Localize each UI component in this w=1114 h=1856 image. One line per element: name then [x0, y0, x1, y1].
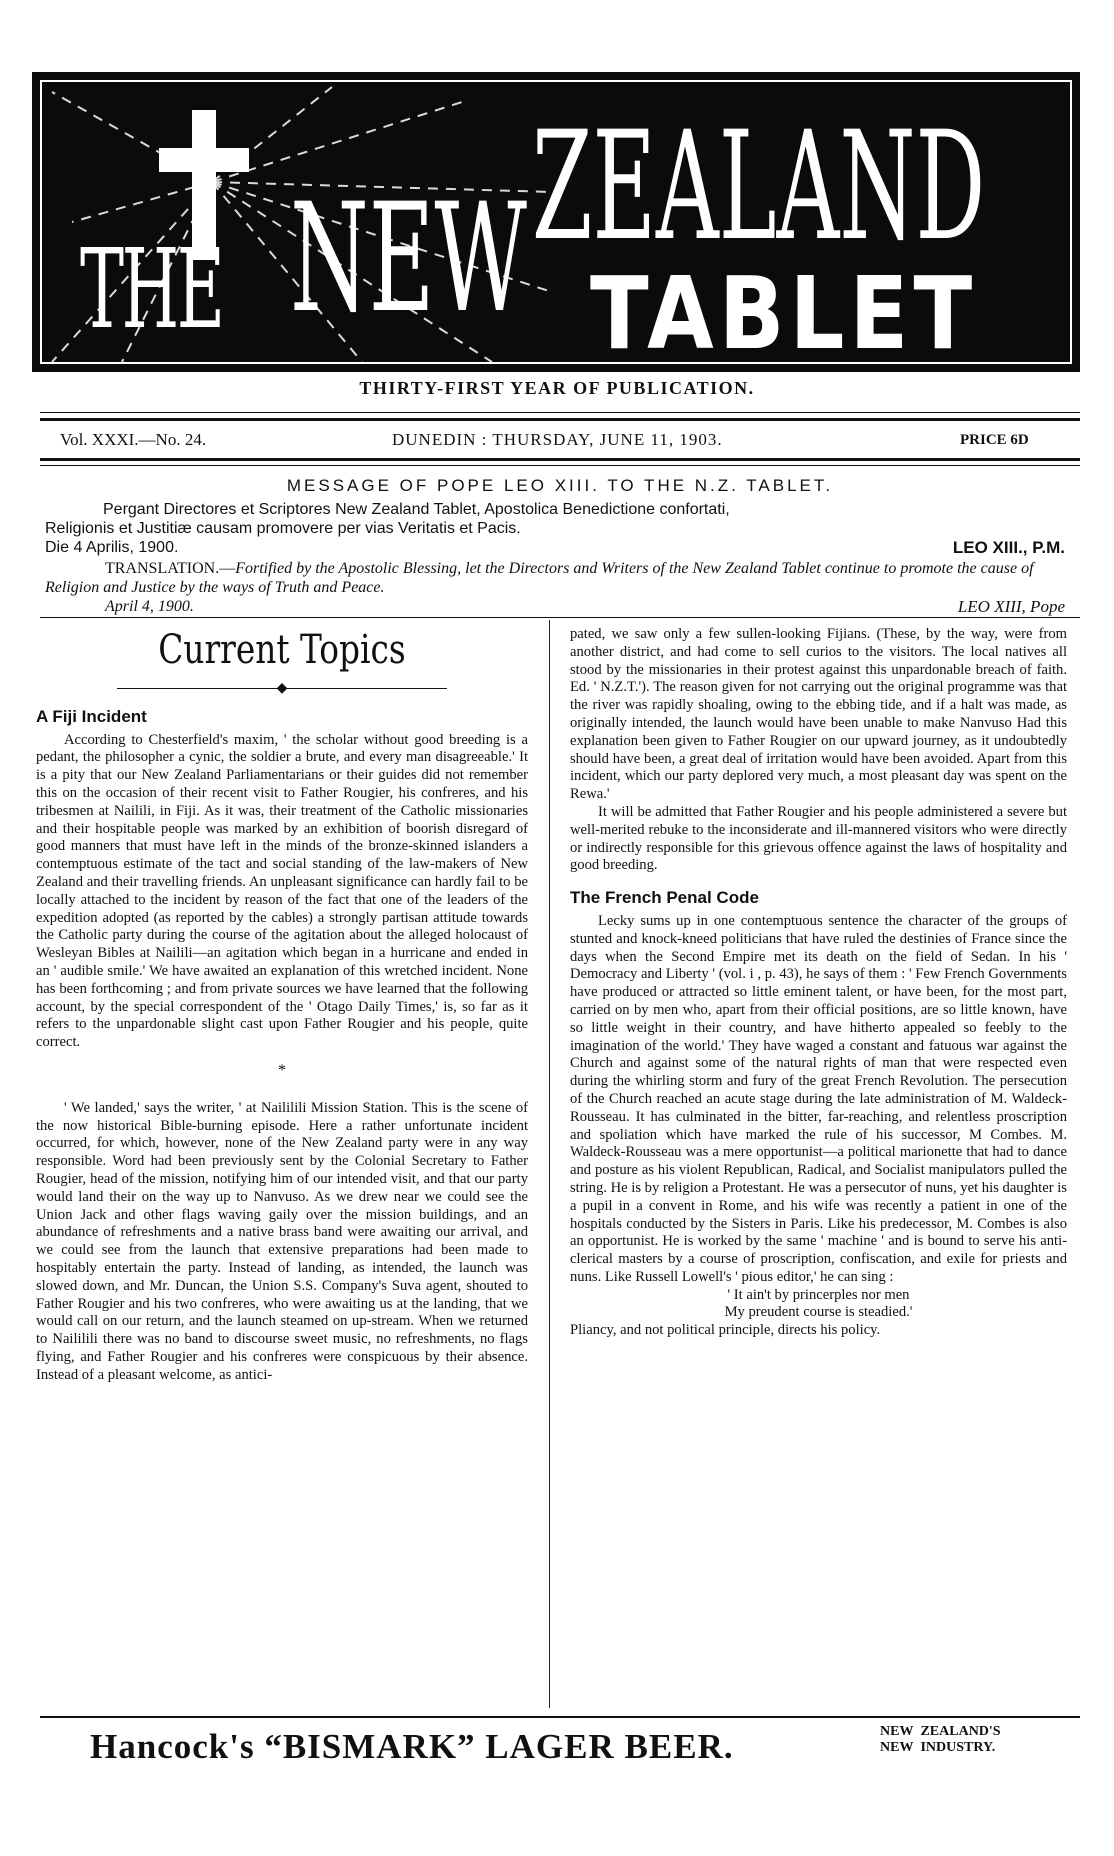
article-paragraph: According to Chesterfield's maxim, ' the scholar without good breeding is a pedant, the philosopher a cynic, the soldier a brute, and every man disagreeable.' It is a pity that our New Zealand Parliamentarians or their guides did not remember this on the occasion of their recent visit to Father Rougier, his confreres, and his tribesmen at Nailili, in Fiji. As it was, their treatment of the Catholic missionaries and their hospitable people was marked by an exhibition of boorish disregard of good manners that must have left in the minds of the bronze-skinned islanders a contemptuous estimate of the tact and social standing of the law-makers of New Zealand and their travelling friends. An unpleasant significance can hardly fail to be locally attached to the incident by reason of the fact that one of the leaders of the expedition adopted (as reported by the cables) a strongly partisan attitude towards the Catholic party during the course of the agitation about the alleged holocaust of Wesleyan Bibles at Nailili—an agitation which began in a hurricane and ended in an ' audible smile.' We have awaited an explanation of this wretched incident. None has been forthcoming ; and from private sources we have learned that the following account, by the special correspondent of the ' Otago Daily Times,' is, so far as it refers to the unpardonable slight cast upon Father Rougier and his people, quite correct. [36, 731, 528, 1051]
advertisement: Hancock's “BISMARK” LAGER BEER. [90, 1727, 734, 1766]
tagline-word: INDUSTRY. [920, 1740, 996, 1755]
divider [40, 617, 1080, 618]
dateline: DUNEDIN : THURSDAY, JUNE 11, 1903. [392, 430, 723, 449]
section-separator: * [278, 1061, 286, 1079]
volume-number: Vol. XXXI.—No. 24. [60, 430, 207, 449]
tagline-word: ZEALAND'S [920, 1724, 1001, 1739]
right-column [570, 626, 1067, 1340]
advertisement-tagline [880, 1724, 1001, 1756]
verse-line: My preudent course is steadied.' [724, 1304, 913, 1321]
article-paragraph: Pliancy, and not political principle, directs his policy. [570, 1322, 881, 1339]
latin-line-1: Pergant Directores et Scriptores New Zealand Tablet, Apostolica Benedictione confortati, [103, 501, 730, 518]
divider [40, 412, 1080, 413]
latin-signature: LEO XIII., P.M. [952, 538, 1065, 557]
article-subhead: A Fiji Incident [36, 706, 147, 726]
publication-year-line: THIRTY-FIRST YEAR OF PUBLICATION. [359, 378, 755, 398]
translation-text: Fortified by the Apostolic Blessing, let the Directors and Writers of the New Zealand Tablet continue to promote the cause of Religion and Justice by the ways of Truth and Peace. [45, 560, 1034, 596]
message-title: MESSAGE OF POPE LEO XIII. TO THE N.Z. TABLET. [286, 476, 834, 495]
price: PRICE 6D [960, 432, 1029, 448]
masthead-word-the: THE [80, 225, 223, 353]
translation-date: April 4, 1900. [105, 598, 194, 615]
tagline-word: NEW [880, 1740, 914, 1755]
divider [40, 458, 1080, 461]
article-paragraph: Lecky sums up in one contemptuous sentence the character of the groups of stunted and knock-kneed politicians that have ruled the destinies of France since the days when the Second Empire met its death on the field of Sedan. In his ' Democracy and Liberty ' (vol. i , p. 43), he says of them : ' Few French Governments have produced or attracted so little eminent talent, or have been, for the most part, carried on by men who, apart from their official positions, are so little known, have so little weight in their country, and have hitherto appealed so feebly to the imagination of the world.' They have waged a constant and fatuous war against the Church and against some of the natural rights of man that were respected even during the whirling storm and fury of the great French Revolution. The persecution of the Church reached an acute stage during the late administration of M. Waldeck-Rousseau. It has culminated in the bitter, far-reaching, and relentless proscription and spoliation which have marked the rule of his successor, M Combes. M. Waldeck-Rousseau was a mere opportunist—a political marionette that had to dance and posture as his violent Republican, Radical, and Socialist manipulators pulled the string. He is by religion a Protestant. He was a persecutor of nuns, yet his daughter is a pupil in a convent in Rome, and his wife was recently a patient in one of the hospitals conducted by the Sisters in Paris. Like his predecessor, M. Combes is also an opportunist. He is worked by the same ' machine ' and is bound to serve his anti-clerical masters by a course of proscription, confiscation, and exile for priests and nuns. Like Russell Lowell's ' pious editor,' he can sing : [570, 912, 1067, 1285]
masthead-word-new: NEW [290, 172, 527, 346]
divider [40, 465, 1080, 466]
masthead-word-zealand: ZEALAND [532, 100, 986, 274]
latin-line-2: Religionis et Justitiæ causam promovere per vias Veritatis et Pacis. [45, 520, 521, 537]
message-latin [45, 500, 1075, 557]
article-subhead: The French Penal Code [570, 888, 759, 908]
divider [40, 418, 1080, 421]
pope-message [45, 476, 1075, 616]
section-heading: Current Topics [158, 627, 406, 673]
verse-line: ' It ain't by princerples nor men [727, 1286, 910, 1303]
tagline-word: NEW [880, 1724, 914, 1739]
ornament-rule: ◆ [36, 680, 528, 698]
left-column [36, 626, 528, 1384]
article-paragraph: pated, we saw only a few sullen-looking Fijians. (These, by the way, were from another district, and had come to sell curios to the visitors. The local natives all stood by the missionaries in their protest against this unpardonable breach of faith. Ed. ' N.Z.T.'). The reason given for not carrying out the original programme was that the river was rapidly shoaling, owing to the ebbing tide, and if a halt was made, as originally intended, the launch would have been unable to make Nanvuso Had this explanation been given to Father Rougier on our upward journey, as it undoubtedly should have been, a great deal of irritation would have been avoided. Apart from this incident, which our party deplored very much, a most pleasant day was spent on the Rewa.' [570, 626, 1067, 803]
translation-label: TRANSLATION.— [105, 560, 236, 577]
message-translation [45, 559, 1075, 616]
translation-signature: LEO XIII, Pope [957, 597, 1065, 616]
latin-date: Die 4 Aprilis, 1900. [45, 539, 179, 556]
footer-divider [40, 1716, 1080, 1718]
masthead-word-tablet: TABLET [590, 255, 978, 372]
article-paragraph: ' We landed,' says the writer, ' at Naililili Mission Station. This is the scene of the now historical Bible-burning episode. Here a rather unfortunate incident occurred, for which, however, none of the New Zealand party were in any way responsible. Word had been previously sent by the Colonial Secretary to Father Rougier, head of the mission, notifying him of our intended visit, and that our party would land their on the way up to Nanvuso. As we drew near we could see the Union Jack and other flags waving gaily over the mission buildings, and an abundance of refreshments and a native brass band were awaiting our arrival, and we could see from the launch that extensive preparations had been made to hospitably entertain the party. Instead of landing, as intended, the launch was slowed down, and Mr. Duncan, the Union S.S. Company's Suva agent, shouted to Father Rougier and his two confreres, who were awaiting us at the landing, that we would call on our return, and the launch steamed on up-stream. When we returned to Naililili there was no band to discourse sweet music, no refreshments, no flags flying, and Father Rougier and his confreres were conspicuous by their absence. Instead of a pleasant welcome, as antici- [36, 1099, 528, 1383]
masthead-banner [32, 72, 1080, 372]
article-paragraph: It will be admitted that Father Rougier and his people administered a severe but well-merited rebuke to the inconsiderate and ill-mannered visitors who were directly or indirectly responsible for this grievous offence against the laws of hospitality and good breeding. [570, 803, 1067, 874]
column-divider [549, 620, 550, 1708]
